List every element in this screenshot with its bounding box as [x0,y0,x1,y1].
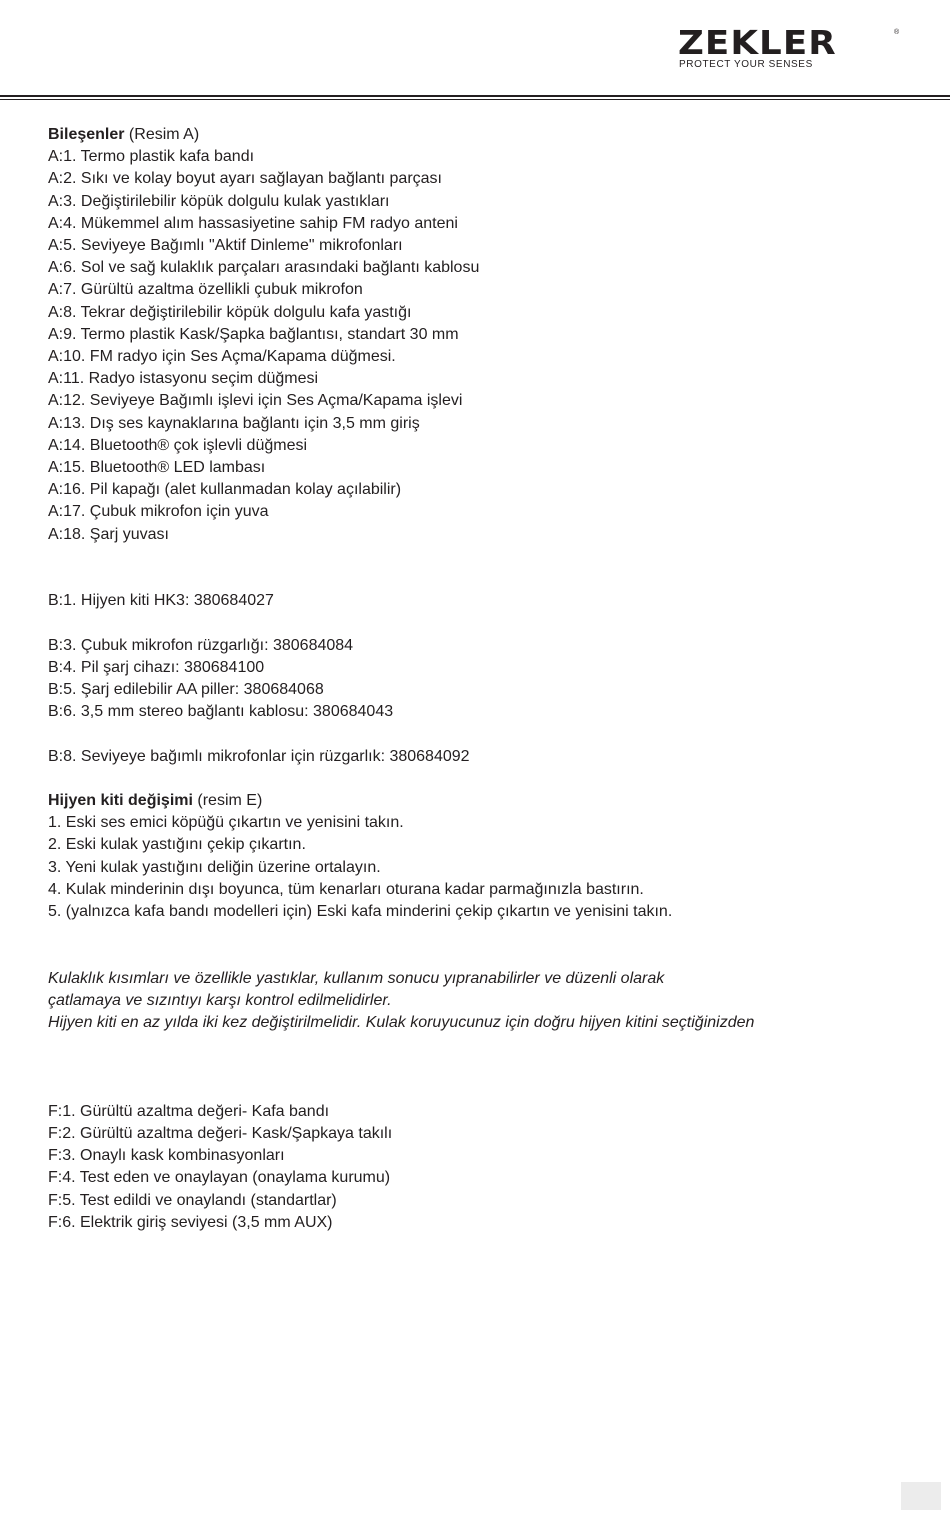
list-item: A:18. Şarj yuvası [48,525,169,543]
list-item: F:5. Test edildi ve onaylandı (standartlar) [48,1191,337,1209]
list-item: A:14. Bluetooth® çok işlevli düğmesi [48,436,308,454]
list-item: A:9. Termo plastik Kask/Şapka bağlantısı, standart 30 mm [48,325,459,343]
list-item: A:5. Seviyeye Bağımlı "Aktif Dinleme" mikrofonları [48,237,403,255]
list-item: F:6. Elektrik giriş seviyesi (3,5 mm AUX) [48,1213,333,1231]
registered-mark: ® [894,29,900,36]
zekler-logo [678,23,904,72]
accessories-list [48,635,928,724]
list-item: A:7. Gürültü azaltma özellikli çubuk mikrofon [48,281,363,299]
list-item: A:10. FM radyo için Ses Açma/Kapama düğmesi. [48,348,396,366]
header-rule-thick [0,95,950,97]
list-item: A:6. Sol ve sağ kulaklık parçaları arasındaki bağlantı kablosu [48,259,480,277]
note-line: Hijyen kiti en az yılda iki kez değiştirilmelidir. Kulak koruyucunuz için doğru hijyen kitini seçtiğinizden [48,1014,755,1032]
document-body [48,124,928,1234]
list-item: A:2. Sıkı ve kolay boyut ayarı sağlayan bağlantı parçası [48,170,442,188]
list-item: 1. Eski ses emici köpüğü çıkartın ve yenisini takın. [48,814,404,832]
list-item: 4. Kulak minderinin dışı boyunca, tüm kenarları oturana kadar parmağınızla bastırın. [48,880,644,898]
list-item: 2. Eski kulak yastığını çekip çıkartın. [48,836,306,854]
list-item: A:16. Pil kapağı (alet kullanmadan kolay açılabilir) [48,481,402,499]
list-item: 5. (yalnızca kafa bandı modelleri için) Eski kafa minderini çekip çıkartın ve yenisini takın. [48,903,673,921]
header-rule-thin [0,99,950,100]
logo-tagline: PROTECT YOUR SENSES [679,59,813,70]
accessory-b1: B:1. Hijyen kiti HK3: 380684027 [48,592,274,610]
components-list [48,146,928,546]
label-info-list [48,1101,928,1234]
list-item: A:4. Mükemmel alım hassasiyetine sahip FM radyo anteni [48,214,458,232]
list-item: A:11. Radyo istasyonu seçim düğmesi [48,370,319,388]
hygiene-note [48,968,928,1035]
list-item: A:3. Değiştirilebilir köpük dolgulu kulak yastıkları [48,192,390,210]
list-item: B:5. Şarj edilebilir AA piller: 380684068 [48,681,324,699]
components-heading-rest: (Resim A) [124,126,200,143]
list-item: A:1. Termo plastik kafa bandı [48,148,255,166]
list-item: A:8. Tekrar değiştirilebilir köpük dolgulu kafa yastığı [48,303,412,321]
note-line: Kulaklık kısımları ve özellikle yastıklar, kullanım sonucu yıpranabilirler ve düzenli olarak [48,969,665,987]
list-item: 3. Yeni kulak yastığını deliğin üzerine ortalayın. [48,858,381,876]
page-number-box [901,1482,941,1510]
list-item: F:1. Gürültü azaltma değeri- Kafa bandı [48,1102,330,1120]
hygiene-heading-bold: Hijyen kiti değişimi [48,792,193,810]
list-item: A:12. Seviyeye Bağımlı işlevi için Ses Açma/Kapama işlevi [48,392,463,410]
list-item: A:15. Bluetooth® LED lambası [48,459,266,477]
components-heading [48,124,928,146]
list-item: B:3. Çubuk mikrofon rüzgarlığı: 380684084 [48,636,354,654]
note-line: çatlamaya ve sızıntıyı karşı kontrol edilmelidirler. [48,991,392,1009]
list-item: F:2. Gürültü azaltma değeri- Kask/Şapkaya takılı [48,1125,393,1143]
components-heading-bold: Bileşenler [48,126,125,143]
list-item: F:4. Test eden ve onaylayan (onaylama kurumu) [48,1169,391,1187]
accessory-b8: B:8. Seviyeye bağımlı mikrofonlar için rüzgarlık: 380684092 [48,747,470,765]
logo-wordmark: ZEKLER [678,23,837,62]
list-item: F:3. Onaylı kask kombinasyonları [48,1147,285,1165]
hygiene-steps [48,812,928,923]
list-item: A:13. Dış ses kaynaklarına bağlantı için 3,5 mm giriş [48,414,420,432]
hygiene-heading-rest: (resim E) [192,792,263,810]
list-item: B:6. 3,5 mm stereo bağlantı kablosu: 380684043 [48,703,394,721]
hygiene-heading [48,790,928,812]
list-item: B:4. Pil şarj cihazı: 380684100 [48,658,265,676]
list-item: A:17. Çubuk mikrofon için yuva [48,503,269,521]
